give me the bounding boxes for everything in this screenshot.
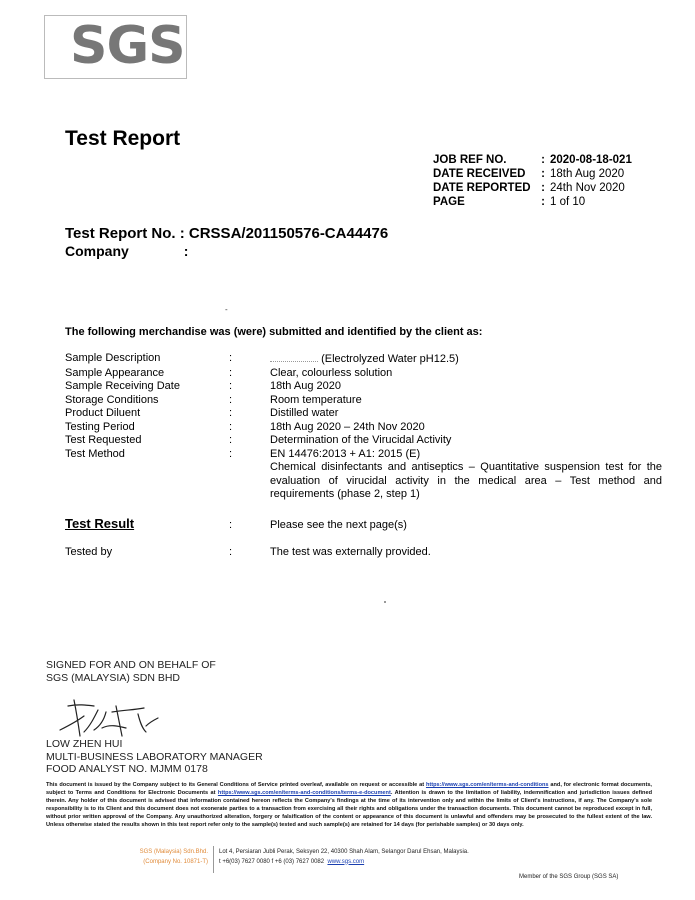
e-document-terms-link[interactable]: https://www.sgs.com/en/terms-and-conditions/terms-e-document — [217, 790, 391, 797]
detail-value: Room temperature — [270, 393, 362, 406]
detail-label: Sample Description — [65, 352, 161, 364]
detail-label: Sample Receiving Date — [65, 380, 180, 392]
detail-row — [65, 352, 665, 367]
report-meta — [433, 153, 632, 209]
detail-label: Testing Period — [65, 420, 135, 433]
detail-row — [65, 448, 665, 462]
detail-value: Clear, colourless solution — [270, 366, 393, 379]
tested-by-colon: : — [229, 546, 233, 558]
signer-title: MULTI-BUSINESS LABORATORY MANAGER — [46, 750, 263, 763]
footer-company — [100, 848, 208, 867]
detail-value: Determination of the Virucidal Activity — [270, 434, 452, 446]
report-number: Test Report No. : CRSSA/201150576-CA44476 — [65, 225, 389, 242]
detail-label: Storage Conditions — [65, 393, 159, 406]
detail-colon: : — [229, 447, 233, 460]
sgs-logo: SGS — [70, 16, 185, 76]
footer-address — [219, 848, 469, 867]
meta-colon: : — [541, 154, 545, 166]
footer-contact-line — [219, 858, 469, 868]
detail-label: Test Requested — [65, 434, 142, 446]
detail-row — [65, 434, 665, 448]
terms-link[interactable]: https://www.sgs.com/en/terms-and-conditions — [425, 782, 549, 788]
signer-block — [46, 738, 263, 776]
detail-colon — [229, 461, 270, 502]
detail-row — [65, 407, 665, 421]
footer-company-number: (Company No. 10871-T) — [143, 858, 208, 865]
test-result-row — [65, 516, 665, 531]
detail-label: Product Diluent — [65, 407, 141, 419]
detail-colon: : — [229, 352, 233, 364]
signer-license: FOOD ANALYST NO. MJMM 0178 — [46, 763, 208, 775]
test-result-value: Please see the next page(s) — [270, 519, 407, 531]
detail-row — [65, 461, 665, 502]
company-line — [65, 243, 188, 259]
sample-details — [65, 352, 665, 502]
meta-value: 24th Nov 2020 — [550, 182, 625, 194]
signed-line: SGS (MALAYSIA) SDN BHD — [46, 672, 180, 684]
meta-row-date-received — [433, 167, 632, 181]
detail-label: Test Method — [65, 447, 125, 460]
detail-value: Distilled water — [270, 407, 339, 419]
signed-on-behalf — [46, 659, 216, 685]
meta-value: 2020-08-18-021 — [550, 154, 632, 166]
detail-colon: : — [229, 434, 233, 446]
footer-address-line: Lot 4, Persiaran Jubli Perak, Seksyen 22, 40300 Shah Alam, Selangor Darul Ehsan, Malaysia. — [219, 849, 469, 855]
stray-dot — [384, 601, 386, 603]
meta-label: DATE REPORTED — [433, 182, 531, 194]
meta-value: 18th Aug 2020 — [550, 168, 625, 180]
meta-label: DATE RECEIVED — [433, 168, 526, 180]
page-title: Test Report — [65, 127, 181, 150]
company-colon: : — [183, 243, 189, 259]
detail-label: Sample Appearance — [65, 366, 165, 379]
detail-value: 18th Aug 2020 – 24th Nov 2020 — [270, 420, 425, 433]
meta-value: 1 of 10 — [550, 196, 586, 208]
footer-separator — [213, 846, 214, 873]
disclaimer-text: This document is issued by the Company subject to its General Conditions of Service printed overleaf, available on request or accessible at — [46, 782, 426, 788]
footer-company-name: SGS (Malaysia) Sdn.Bhd. — [139, 849, 208, 855]
tested-by-row — [65, 546, 665, 558]
footer-phone: t +6(03) 7627 0080 f +6 (03) 7627 0082 — [219, 858, 325, 865]
detail-value — [270, 352, 662, 367]
detail-colon: : — [229, 380, 233, 392]
intro-text: The following merchandise was (were) submitted and identified by the client as: — [65, 326, 483, 338]
test-result-label: Test Result — [65, 516, 135, 531]
meta-colon: : — [541, 168, 545, 180]
meta-colon: : — [541, 196, 545, 208]
handwritten-signature — [54, 696, 164, 740]
dash-mark: - — [225, 305, 228, 314]
detail-row — [65, 394, 665, 408]
disclaimer-text: and, for electronic format documents, subject to Terms and Conditions for Electronic Documents at — [46, 782, 652, 797]
company-label: Company — [65, 243, 129, 259]
legal-disclaimer — [46, 781, 652, 830]
meta-label: JOB REF NO. — [433, 154, 507, 166]
member-note: Member of the SGS Group (SGS SA) — [519, 874, 619, 880]
meta-row-page — [433, 195, 632, 209]
disclaimer-text: . Attention is drawn to the limitation of liability, indemnification and jurisdiction issues defined therein. Any holder of this document is advised that information contained hereon reflects the Company's findings at the time of its intervention only and within the limits of Client's instructions, if any. The Company's sole responsibility is to its Client and this document does not exonerate parties to a transaction from exercising all their rights and obligations under the transaction documents. This document cannot be reproduced except in full, without prior written approval of the Company. Any unauthorized alteration, forgery or falsification of the content or appearance of this document is unlawful and offenders may be prosecuted to the fullest extent of the law. Unless otherwise stated the results shown in this test report refer only to the sample(s) tested and such sample(s) are retained for 14 days (for perishable samples) or 30 days only. — [46, 790, 652, 829]
detail-row — [65, 380, 665, 394]
signed-line: SIGNED FOR AND ON BEHALF OF — [46, 659, 216, 671]
test-result-colon: : — [229, 519, 233, 531]
meta-row-job-ref — [433, 153, 632, 167]
website-link[interactable]: www.sgs.com — [327, 858, 365, 865]
detail-value: EN 14476:2013 + A1: 2015 (E) — [270, 447, 421, 460]
meta-label: PAGE — [433, 196, 465, 208]
tested-by-label: Tested by — [65, 546, 113, 558]
meta-row-date-reported — [433, 181, 632, 195]
detail-colon: : — [229, 407, 233, 419]
redacted-name — [270, 352, 318, 362]
detail-value-text: (Electrolyzed Water pH12.5) — [321, 353, 459, 365]
detail-value: 18th Aug 2020 — [270, 380, 341, 392]
detail-colon: : — [229, 366, 233, 379]
detail-row — [65, 367, 665, 381]
signer-name: LOW ZHEN HUI — [46, 738, 123, 750]
detail-colon: : — [229, 393, 233, 406]
detail-label — [65, 461, 229, 502]
tested-by-value: The test was externally provided. — [270, 546, 431, 558]
detail-colon: : — [229, 420, 233, 433]
test-method-description: Chemical disinfectants and antiseptics – Quantitative suspension test for the evaluation of virucidal activity in the medical area – Test method and requirements (phase 2, step 1) — [270, 461, 662, 500]
meta-colon: : — [541, 182, 545, 194]
detail-row — [65, 421, 665, 435]
